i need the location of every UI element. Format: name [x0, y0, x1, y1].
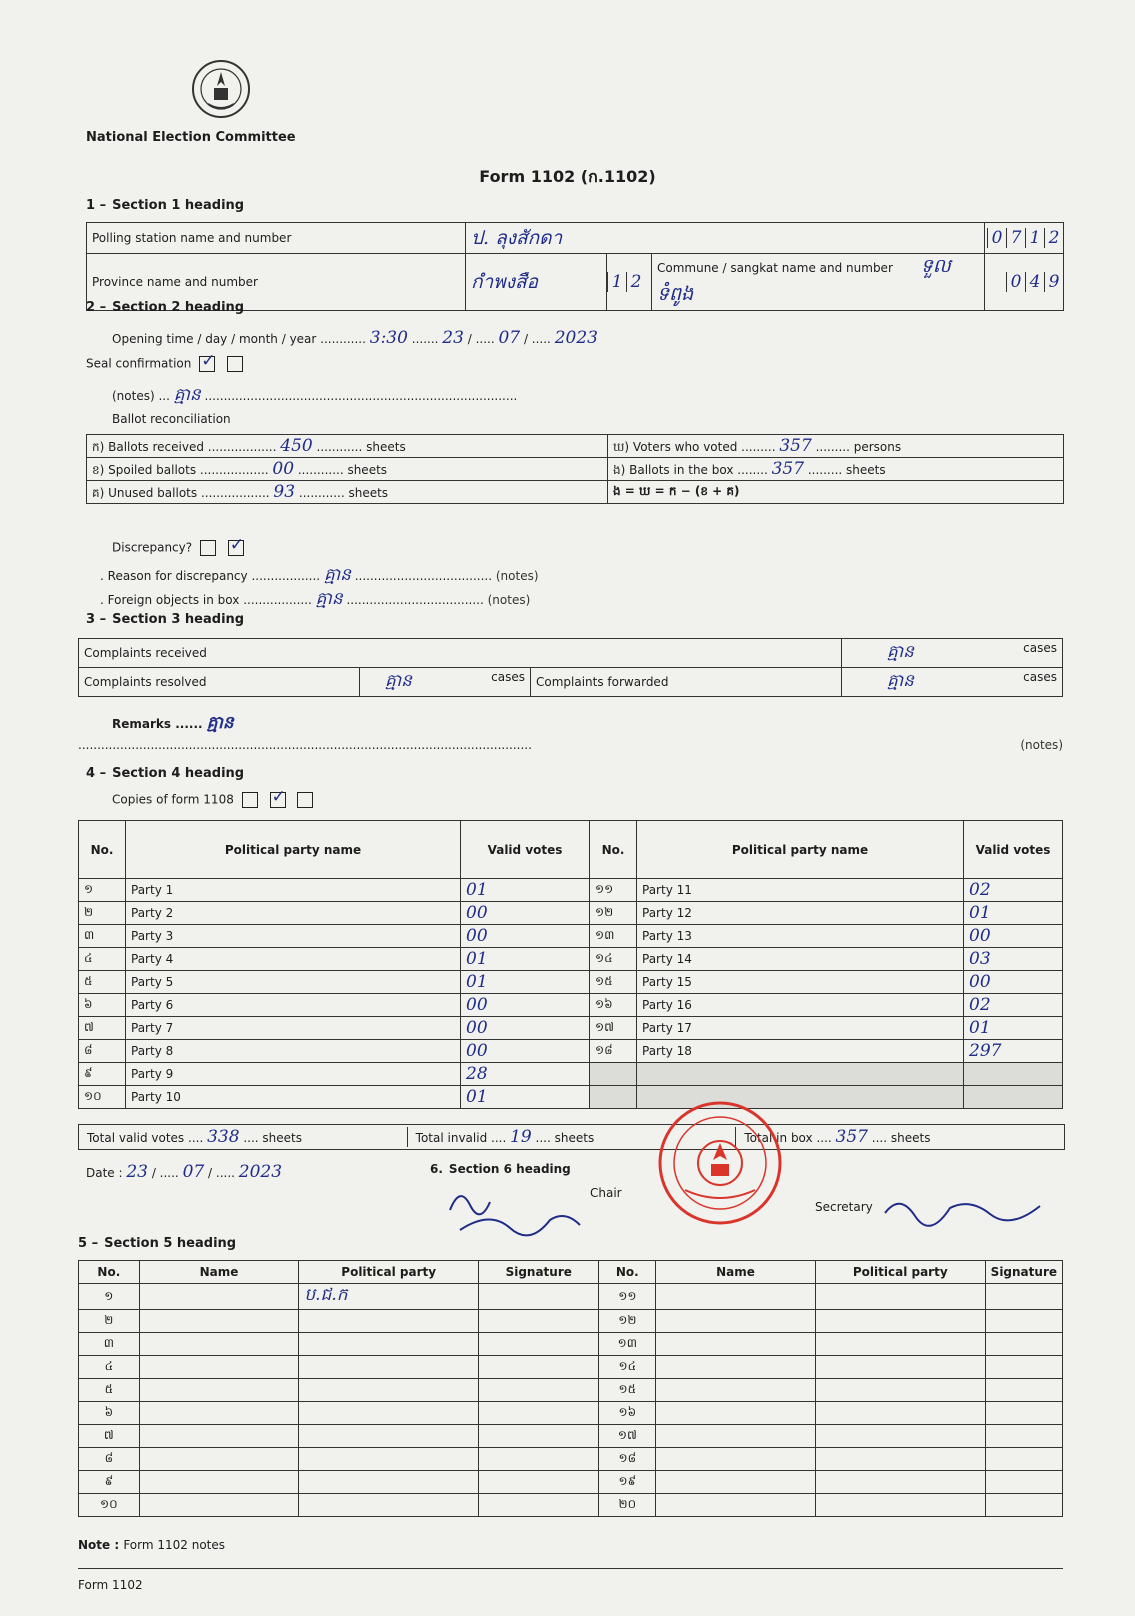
total-invalid: Total invalid .... 19 .... sheets — [407, 1127, 736, 1147]
party-name: Party 17 — [637, 1017, 964, 1040]
witness-signature[interactable] — [985, 1448, 1062, 1471]
table-row — [79, 1086, 1063, 1109]
witness-name[interactable] — [656, 1402, 816, 1425]
unused-value: 93 — [273, 481, 296, 502]
table-row — [79, 1017, 1063, 1040]
witness-party[interactable]: ប.ជ.ក — [299, 1284, 479, 1310]
section5-heading: 5 – Section 5 heading — [78, 1236, 237, 1251]
received-value: 450 — [280, 435, 313, 456]
party-name: Party 5 — [126, 971, 461, 994]
witness-signature[interactable] — [478, 1494, 598, 1517]
opening-day: 23 — [442, 328, 464, 348]
copies-3-checkbox[interactable] — [297, 792, 313, 808]
witness-party[interactable] — [815, 1333, 985, 1356]
witness-no[interactable]: ១៦ — [599, 1402, 656, 1425]
witness-party[interactable] — [299, 1402, 479, 1425]
witness-no[interactable]: ៨ — [79, 1448, 140, 1471]
witness-name[interactable] — [139, 1356, 299, 1379]
party-votes: 00 — [461, 902, 590, 925]
commune-cell — [652, 254, 985, 311]
witness-party[interactable] — [815, 1494, 985, 1517]
witness-party[interactable] — [815, 1379, 985, 1402]
copies-line: Copies of form 1108 ✓ — [112, 792, 317, 808]
party-name: Party 3 — [126, 925, 461, 948]
witness-no[interactable]: ៥ — [79, 1379, 140, 1402]
party-no: ៦ — [79, 994, 126, 1017]
witness-party[interactable] — [815, 1310, 985, 1333]
party-votes: 01 — [964, 902, 1063, 925]
party-no: ១១ — [590, 879, 637, 902]
table-row — [79, 1494, 1063, 1517]
witness-no[interactable]: ៦ — [79, 1402, 140, 1425]
reconciliation-intro: Ballot reconciliation — [112, 412, 231, 426]
commune-code: 0 4 9 — [985, 254, 1064, 311]
witness-name[interactable] — [139, 1425, 299, 1448]
party-no: ១៤ — [590, 948, 637, 971]
witness-party[interactable] — [299, 1494, 479, 1517]
discrepancy-yes-checkbox[interactable] — [200, 540, 216, 556]
table-row — [79, 1063, 1063, 1086]
party-votes: 01 — [461, 1086, 590, 1109]
party-name: Party 16 — [637, 994, 964, 1017]
witness-name[interactable] — [656, 1284, 816, 1310]
party-votes: 00 — [461, 1040, 590, 1063]
table-row — [79, 1310, 1063, 1333]
party-no: ១២ — [590, 902, 637, 925]
section4-heading: 4 – Section 4 heading — [86, 766, 245, 781]
table-row — [79, 971, 1063, 994]
table-row — [79, 1040, 1063, 1063]
party-name: Party 13 — [637, 925, 964, 948]
witness-no[interactable]: ១៤ — [599, 1356, 656, 1379]
witness-party[interactable] — [299, 1356, 479, 1379]
party-name: Party 4 — [126, 948, 461, 971]
witness-no[interactable]: ៩ — [79, 1471, 140, 1494]
witness-name[interactable] — [139, 1448, 299, 1471]
party-name: Party 8 — [126, 1040, 461, 1063]
table-row — [79, 1333, 1063, 1356]
foreign-object-line: . Foreign objects in box .................. គ្មាន .................................... (notes) — [100, 589, 531, 609]
complaints-resolved-label: Complaints resolved — [79, 668, 360, 697]
witness-signature[interactable] — [985, 1284, 1062, 1310]
witness-no[interactable]: ១៨ — [599, 1448, 656, 1471]
witness-name[interactable] — [139, 1494, 299, 1517]
remarks-continuation: ....................................................................................................................... (notes) — [78, 738, 1063, 752]
table-row — [79, 994, 1063, 1017]
witness-name[interactable] — [656, 1471, 816, 1494]
province-label: Province name and number — [87, 254, 466, 311]
witness-signature[interactable] — [478, 1471, 598, 1494]
discrepancy-no-checkbox[interactable] — [228, 540, 244, 556]
witness-party[interactable] — [299, 1333, 479, 1356]
party-votes: 00 — [964, 971, 1063, 994]
form-code: Form 1102 — [78, 1578, 143, 1592]
col-party-left: Political party name — [126, 821, 461, 879]
party-votes: 01 — [461, 948, 590, 971]
party-no: ២ — [79, 902, 126, 925]
witness-name[interactable] — [656, 1379, 816, 1402]
witness-signature[interactable] — [478, 1356, 598, 1379]
witness-col-name-right: Name — [656, 1261, 816, 1284]
witness-col-party-left: Political party — [299, 1261, 479, 1284]
witness-name[interactable] — [139, 1379, 299, 1402]
witness-signature[interactable] — [985, 1425, 1062, 1448]
section6-heading: 6. Section 6 heading — [430, 1162, 571, 1176]
witness-no[interactable]: ១៥ — [599, 1379, 656, 1402]
witness-col-no-right: No. — [599, 1261, 656, 1284]
complaints-table — [78, 638, 1063, 697]
witness-no[interactable]: ១០ — [79, 1494, 140, 1517]
witness-col-sign-right: Signature — [985, 1261, 1062, 1284]
witness-name[interactable] — [656, 1448, 816, 1471]
witness-signature[interactable] — [985, 1471, 1062, 1494]
opening-time: 3:30 — [369, 328, 408, 348]
witness-name[interactable] — [656, 1310, 816, 1333]
witness-party[interactable] — [815, 1402, 985, 1425]
spoiled-row: ខ) Spoiled ballots .................. 00 ............ sheets — [87, 458, 608, 481]
commune-label: Commune / sangkat name and number — [657, 261, 893, 275]
party-votes: 00 — [461, 994, 590, 1017]
party-votes: 00 — [964, 925, 1063, 948]
witness-signature[interactable] — [985, 1402, 1062, 1425]
table-row — [79, 1356, 1063, 1379]
seal-check-line: Seal confirmation ✓ — [86, 356, 247, 372]
party-votes: 02 — [964, 879, 1063, 902]
party-no: ៧ — [79, 1017, 126, 1040]
party-name: Party 11 — [637, 879, 964, 902]
vote-totals — [78, 1124, 1065, 1150]
official-stamp-icon — [655, 1098, 785, 1228]
table-row — [79, 1402, 1063, 1425]
copies-2-checkbox[interactable] — [270, 792, 286, 808]
station-label: Polling station name and number — [87, 223, 466, 254]
party-name: Party 7 — [126, 1017, 461, 1040]
section1-table — [86, 222, 1064, 311]
witness-signature[interactable] — [478, 1310, 598, 1333]
witness-name[interactable] — [139, 1333, 299, 1356]
opening-month: 07 — [498, 328, 521, 348]
party-votes: 03 — [964, 948, 1063, 971]
table-row — [79, 902, 1063, 925]
witness-col-party-right: Political party — [815, 1261, 985, 1284]
party-votes: 00 — [461, 1017, 590, 1040]
witness-signature[interactable] — [985, 1356, 1062, 1379]
table-row — [79, 1284, 1063, 1310]
party-name: Party 14 — [637, 948, 964, 971]
opening-time-line: Opening time / day / month / year ............ 3:30 ....... 23 / ..... 07 / ..... 2023 — [112, 328, 598, 348]
witness-party[interactable] — [815, 1356, 985, 1379]
complaints-resolved-cell: គ្មាន cases — [360, 668, 531, 697]
ballot-reconciliation-table — [86, 434, 1064, 504]
witness-name[interactable] — [139, 1402, 299, 1425]
witness-no[interactable]: ១ — [79, 1284, 140, 1310]
col-votes-left: Valid votes — [461, 821, 590, 879]
party-votes: 01 — [461, 879, 590, 902]
witness-party[interactable] — [299, 1379, 479, 1402]
witness-signature[interactable] — [478, 1402, 598, 1425]
witness-name[interactable] — [656, 1494, 816, 1517]
inbox-row: ង) Ballots in the box ........ 357 ......... sheets — [608, 458, 1064, 481]
empty-cell — [590, 1086, 637, 1109]
chair-signature-icon — [440, 1180, 590, 1240]
table-row — [79, 1448, 1063, 1471]
discrepancy-line: Discrepancy? ✓ — [112, 540, 248, 556]
inbox-value: 357 — [771, 458, 805, 479]
count-date: Date : 23 / ..... 07 / ..... 2023 — [86, 1162, 283, 1182]
empty-cell — [590, 1063, 637, 1086]
table-row — [79, 925, 1063, 948]
party-no: ១៨ — [590, 1040, 637, 1063]
commune-value: ទួលទំពូង — [657, 255, 951, 305]
unused-row: គ) Unused ballots .................. 93 ............ sheets — [87, 481, 608, 504]
witness-party[interactable] — [815, 1471, 985, 1494]
party-no: ១៧ — [590, 1017, 637, 1040]
opening-year: 2023 — [554, 328, 598, 348]
witness-signature[interactable] — [478, 1425, 598, 1448]
party-name: Party 15 — [637, 971, 964, 994]
witness-col-sign-left: Signature — [478, 1261, 598, 1284]
witness-name[interactable] — [139, 1310, 299, 1333]
party-no: ៩ — [79, 1063, 126, 1086]
party-no: ៤ — [79, 948, 126, 971]
col-no-right: No. — [590, 821, 637, 879]
section3-heading: 3 – Section 3 heading — [86, 612, 245, 627]
voters-row: ឃ) Voters who voted ......... 357 ......... persons — [608, 435, 1064, 458]
witness-no[interactable]: ២ — [79, 1310, 140, 1333]
section2-heading: 2 – Section 2 heading — [86, 300, 245, 315]
witness-party[interactable] — [299, 1310, 479, 1333]
table-row — [79, 948, 1063, 971]
witness-no[interactable]: ៤ — [79, 1356, 140, 1379]
complaints-forwarded-label: Complaints forwarded — [531, 668, 842, 697]
witness-party[interactable] — [815, 1448, 985, 1471]
witness-signature[interactable] — [985, 1494, 1062, 1517]
seal-ok-checkbox[interactable] — [199, 356, 215, 372]
witness-name[interactable] — [656, 1356, 816, 1379]
section1-heading: 1 – Section 1 heading — [86, 198, 245, 213]
col-votes-right: Valid votes — [964, 821, 1063, 879]
party-votes: 01 — [964, 1017, 1063, 1040]
footer-note: Note : Form 1102 notes — [78, 1538, 226, 1552]
copies-1-checkbox[interactable] — [242, 792, 258, 808]
party-votes: 28 — [461, 1063, 590, 1086]
seal-not-ok-checkbox[interactable] — [227, 356, 243, 372]
total-valid: Total valid votes .... 338 .... sheets — [87, 1127, 303, 1147]
party-no: ១៦ — [590, 994, 637, 1017]
witness-signature[interactable] — [478, 1284, 598, 1310]
witness-col-name-left: Name — [139, 1261, 299, 1284]
party-name: Party 2 — [126, 902, 461, 925]
table-row — [79, 1379, 1063, 1402]
party-no: ៥ — [79, 971, 126, 994]
witness-party[interactable] — [815, 1284, 985, 1310]
party-name: Party 12 — [637, 902, 964, 925]
complaints-received-label: Complaints received — [79, 639, 842, 668]
station-code: 0 7 1 2 — [985, 223, 1064, 254]
col-party-right: Political party name — [637, 821, 964, 879]
remarks-line: Remarks ...... គ្មាន — [112, 713, 234, 733]
witness-no[interactable]: ១៧ — [599, 1425, 656, 1448]
witness-signature[interactable] — [478, 1379, 598, 1402]
witness-no[interactable]: ១២ — [599, 1310, 656, 1333]
witness-no[interactable]: ៧ — [79, 1425, 140, 1448]
province-value: กำพงสือ — [466, 254, 607, 311]
witness-no[interactable]: ១៣ — [599, 1333, 656, 1356]
party-name: Party 18 — [637, 1040, 964, 1063]
chair-label: Chair — [590, 1186, 622, 1200]
empty-cell — [637, 1063, 964, 1086]
table-row — [79, 879, 1063, 902]
witness-party[interactable] — [299, 1471, 479, 1494]
party-votes: 01 — [461, 971, 590, 994]
witness-signature[interactable] — [985, 1379, 1062, 1402]
witness-party[interactable] — [299, 1425, 479, 1448]
table-row — [79, 1471, 1063, 1494]
party-votes: 00 — [461, 925, 590, 948]
party-name: Party 9 — [126, 1063, 461, 1086]
witness-table — [78, 1260, 1063, 1517]
complaints-forwarded-cell: គ្មាន cases — [842, 668, 1063, 697]
party-name: Party 1 — [126, 879, 461, 902]
witness-no[interactable]: ១១ — [599, 1284, 656, 1310]
witness-name[interactable] — [656, 1425, 816, 1448]
secretary-signature-icon — [880, 1188, 1060, 1228]
witness-party[interactable] — [815, 1425, 985, 1448]
col-no-left: No. — [79, 821, 126, 879]
party-votes: 297 — [964, 1040, 1063, 1063]
witness-no[interactable]: ៣ — [79, 1333, 140, 1356]
station-value: ป. ลุงสักดา — [466, 223, 985, 254]
party-no: ១៥ — [590, 971, 637, 994]
prior-note-line: (notes) ... គ្មាន .................................................................................. — [112, 385, 518, 405]
witness-no[interactable]: ១៩ — [599, 1471, 656, 1494]
witness-party[interactable] — [299, 1448, 479, 1471]
complaints-received-cell: គ្មាន cases — [842, 639, 1063, 668]
witness-col-no-left: No. — [79, 1261, 140, 1284]
national-seal-icon — [190, 58, 252, 120]
agency-name: National Election Committee — [86, 130, 296, 145]
witness-signature[interactable] — [478, 1333, 598, 1356]
empty-cell — [964, 1063, 1063, 1086]
party-no: ១ — [79, 879, 126, 902]
witness-name[interactable] — [139, 1471, 299, 1494]
spoiled-value: 00 — [272, 458, 295, 479]
witness-signature[interactable] — [985, 1310, 1062, 1333]
discrepancy-reason-line: . Reason for discrepancy .................. គ្មាន .................................... (notes) — [100, 565, 539, 585]
total-in-box: Total in box .... 357 .... sheets — [735, 1127, 1064, 1147]
table-row — [79, 1425, 1063, 1448]
witness-name[interactable] — [656, 1333, 816, 1356]
party-results-table — [78, 820, 1063, 1109]
witness-signature[interactable] — [478, 1448, 598, 1471]
received-row: ក) Ballots received .................. 450 ............ sheets — [87, 435, 608, 458]
province-code: 1 2 — [607, 254, 652, 311]
party-name: Party 6 — [126, 994, 461, 1017]
secretary-label: Secretary — [815, 1200, 873, 1214]
party-no: ១៣ — [590, 925, 637, 948]
witness-name[interactable] — [139, 1284, 299, 1310]
voters-value: 357 — [779, 435, 812, 456]
reconciliation-formula: ង = ឃ = ក − (ខ + គ) — [608, 481, 1064, 504]
empty-cell — [964, 1086, 1063, 1109]
footer-divider — [78, 1568, 1063, 1569]
party-name: Party 10 — [126, 1086, 461, 1109]
party-no: ៣ — [79, 925, 126, 948]
form-title: Form 1102 (ก.1102) — [479, 167, 656, 186]
witness-signature[interactable] — [985, 1333, 1062, 1356]
witness-no[interactable]: ២០ — [599, 1494, 656, 1517]
party-no: ៨ — [79, 1040, 126, 1063]
party-votes: 02 — [964, 994, 1063, 1017]
party-no: ១០ — [79, 1086, 126, 1109]
